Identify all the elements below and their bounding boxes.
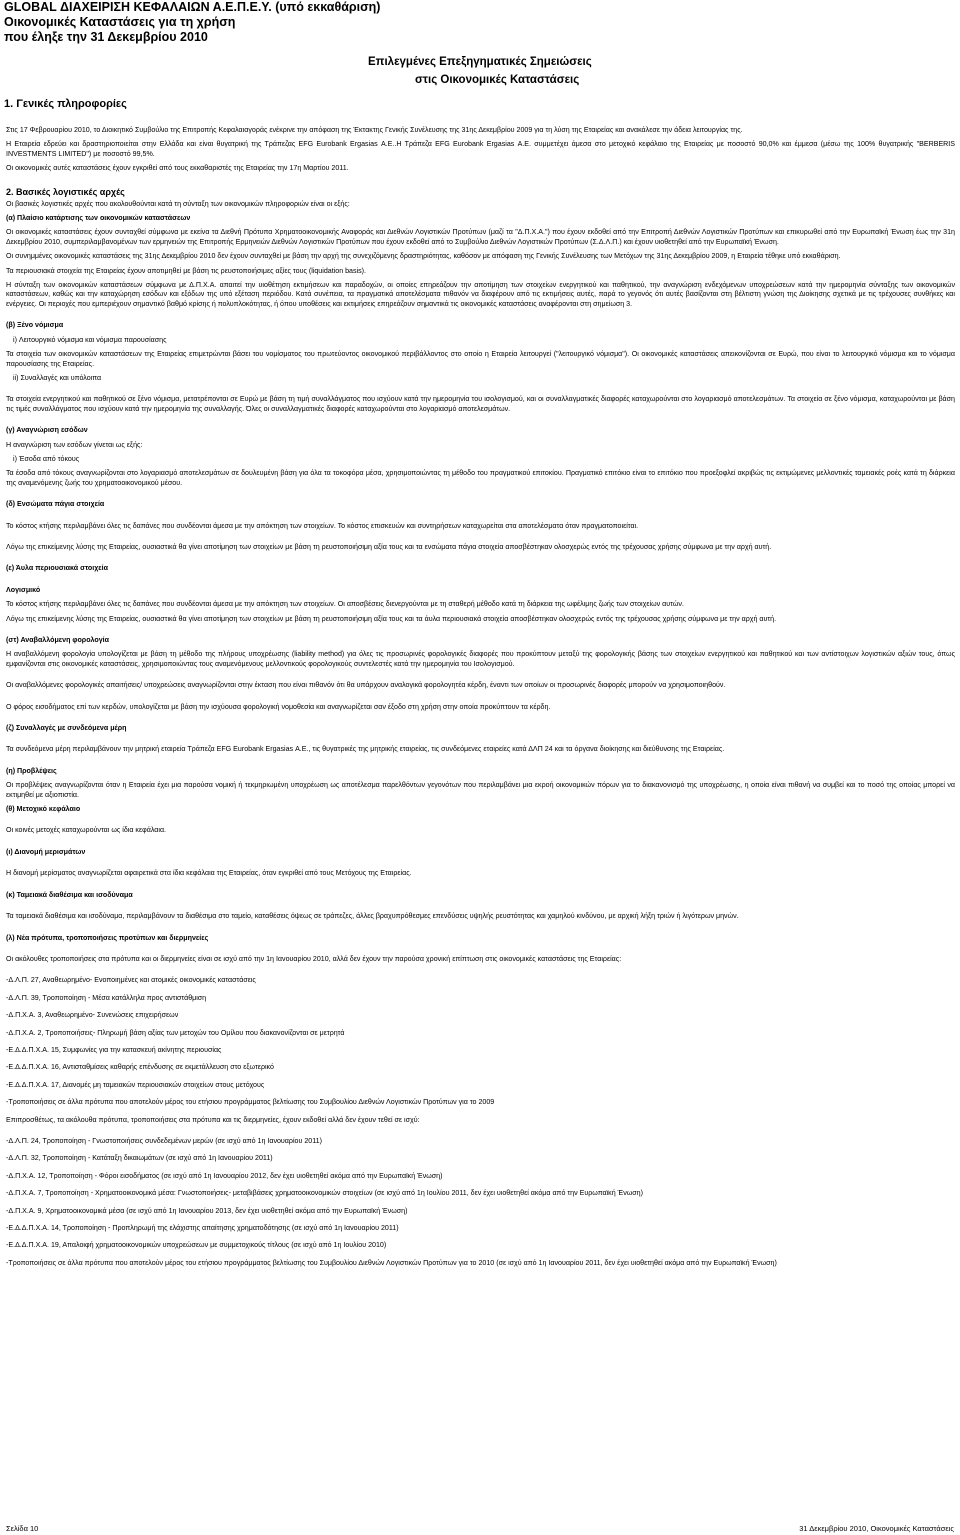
list-item: -Δ.Π.Χ.Α. 2, Τροποποιήσεις- Πληρωμή βάση αξίας των μετοχών του Ομίλου που διακανονίζονται σε μετρητά (6, 1028, 345, 1037)
section-1-paragraph: Στις 17 Φεβρουαρίου 2010, το Διοικητικό Συμβούλιο της Επιτροπής Κεφαλαιαγοράς ενέκρινε την απόφαση της Έκτακτης Γενικής Συνέλευσης της 31ης Δεκεμβρίου 2009 για τη λύση της Εταιρείας και ανακάλεσε την άδεια λειτουργίας της. (6, 126, 743, 134)
paragraph: Οι αναβαλλόμενες φορολογικές απαιτήσεις/ υποχρεώσεις αναγνωρίζονται στην έκταση που είναι πιθανόν ότι θα υπάρχουν αναλογικά φορολογητέα κέρδη, έναντι των οποίων οι προσωρινές διαφορές μπορούν να χρησιμοποιηθούν. (6, 681, 726, 690)
list-item: -Δ.Π.Χ.Α. 7, Τροποποίηση - Χρηματοοικονομικά μέσα: Γνωστοποιήσεις- μεταβιβάσεις χρηματοοικονομικών στοιχείων (σε ισχύ από 1η Ιουλίου 2011, δεν έχει υιοθετηθεί ακόμα από την Ευρωπαϊκή Ένωση) (6, 1189, 643, 1198)
notes-title: Επιλεγμένες Επεξηγηματικές Σημειώσεις (368, 56, 592, 68)
paragraph: Τα ταμειακά διαθέσιμα και ισοδύναμα, περιλαμβάνουν τα διαθέσιμα στο ταμείο, καταθέσεις όψεως σε τράπεζες, άλλες βραχυπρόθεσμες επενδύσεις υψηλής ρευστότητας και χαμηλού κινδύνου, με αρχική λήξη τριών ή λιγότερων μηνών. (6, 912, 739, 921)
list-item: -Δ.Λ.Π. 27, Αναθεωρημένο- Ενοποιημένες και ατομικές οικονομικές καταστάσεις (6, 976, 256, 985)
list-item: -Ε.Δ.Δ.Π.Χ.Α. 15, Συμφωνίες για την κατασκευή ακίνητης περιουσίας (6, 1045, 222, 1054)
paragraph: Ο φόρος εισοδήματος επί των κερδών, υπολογίζεται με βάση την ισχύουσα φορολογική νομοθεσία και αναγνωρίζεται σαν έξοδο στη χρήση στην οποία προκύπτουν τα κέρδη. (6, 702, 551, 711)
sub-heading: i) Λειτουργικό νόμισμα και νόμισμα παρουσίασης (13, 335, 167, 344)
list-item: -Ε.Δ.Δ.Π.Χ.Α. 14, Τροποποίηση - Προπληρωμή της ελάχιστης απαίτησης χρηματοδότησης (σε ισχύ από 1η Ιανουαρίου 2011) (6, 1224, 399, 1232)
subsection-title-h: (η) Προβλέψεις (6, 766, 57, 775)
subsection-title-c: (γ) Αναγνώριση εσόδων (6, 426, 88, 435)
sub-heading: Λογισμικό (6, 585, 41, 594)
subsection-title-e: (ε) Άυλα περιουσιακά στοιχεία (6, 564, 109, 573)
subsection-title-th: (θ) Μετοχικό κεφάλαιο (6, 805, 81, 814)
subsection-title-i: (ι) Διανομή μερισμάτων (6, 847, 86, 856)
list-item: -Τροποποιήσεις σε άλλα πρότυπα που αποτελούν μέρος του ετήσιου προγράμματος βελτίωσης του Συμβουλίου Διεθνών Λογιστικών Προτύπων για το 2010 (σε ισχύ από 1η Ιανουαρίου 2011, δεν έχει υιοθετηθεί ακόμα από την Ευρωπαϊκή Ένωση) (6, 1258, 777, 1267)
paragraph: Η σύνταξη των οικονομικών καταστάσεων σύμφωνα με Δ.Π.Χ.Α. απαιτεί την υιοθέτηση εκτιμήσεων και παραδοχών, οι οποίες επηρεάζουν την αποτίμηση των στοιχείων ενεργητικού και παθητικού, την αναγνώριση ενδεχόμενων υποχρεώσεων κατά την ημερομηνία σύνταξης των οικονομικών καταστάσεων, καθώς και την καταχώρηση εσόδων και εξόδων της υπό εξέταση περιόδου. Κατά συνέπεια, τα πραγματικά αποτελέσματα πιθανόν να διαφέρουν από τις εκτιμήσεις αυτές, παρά το γεγονός ότι αυτές βασίζονται στη βέλτιστη γνώση της Διοίκησης σχετικά με τις τρέχουσες συνθήκες και ενέργειες. Οι περιοχές που εμπεριέχουν σημαντικό βαθμό κρίσης ή πολυπλοκότητας, ή όπου υποθέσεις και εκτιμήσεις επηρεάζουν σημαντικά τις οικονομικές καταστάσεις αναφέρονται στη σημείωση 3. (6, 281, 955, 308)
section-1-title: 1. Γενικές πληροφορίες (4, 98, 127, 110)
paragraph: Τα περιουσιακά στοιχεία της Εταιρείας έχουν αποτιμηθεί με βάση τις ρευστοποιήσιμες αξίες τους (liquidation basis). (6, 266, 367, 275)
paragraph: Η αναβαλλόμενη φορολογία υπολογίζεται με βάση τη μέθοδο της πλήρους υποχρέωσης (liability method) για όλες τις προσωρινές φορολογικές διαφορές που προκύπτουν μεταξύ της φορολογικής βάσης των στοιχείων ενεργητικού και παθητικού και των αντίστοιχων λογιστικών αξιών τους, όπως εμφανίζονται στις οικονομικές καταστάσεις, χρησιμοποιώντας τους αναμενόμενους μελλοντικούς φορολογικούς συντελεστές κατά την ημερομηνία του Ισολογισμού. (6, 650, 955, 668)
paragraph: Τα στοιχεία των οικονομικών καταστάσεων της Εταιρείας επιμετρώνται βάσει του νομίσματος του πρωτεύοντος οικονομικού περιβάλλοντος στο οποίο η Εταιρεία λειτουργεί ("λειτουργικό νόμισμα"). Οι οικονομικές καταστάσεις απεικονίζονται σε Ευρώ, που είναι το λειτουργικό νόμισμα και το νόμισμα παρουσίασης της Εταιρείας. (6, 350, 955, 368)
paragraph: Το κόστος κτήσης περιλαμβάνει όλες τις δαπάνες που συνδέονται άμεσα με την απόκτηση των στοιχείων. Το κόστος επισκευών και συντηρήσεων καταχωρείται στα αποτελέσματα όταν πραγματοποιείται. (6, 521, 639, 530)
list-item: -Δ.Π.Χ.Α. 3, Αναθεωρημένο- Συνενώσεις επιχειρήσεων (6, 1011, 179, 1020)
list-item: -Δ.Λ.Π. 24, Τροποποίηση - Γνωστοποιήσεις συνδεδεμένων μερών (σε ισχύ από 1η Ιανουαρίου 2011) (6, 1136, 322, 1145)
section-2-intro: Οι βασικές λογιστικές αρχές που ακολουθούνται κατά τη σύνταξη των οικονομικών πληροφοριών είναι οι εξής: (6, 199, 350, 208)
list-item: -Δ.Π.Χ.Α. 12, Τροποποίηση - Φόροι εισοδήματος (σε ισχύ από 1η Ιανουαρίου 2012, δεν έχει υιοθετηθεί ακόμα από την Ευρωπαϊκή Ένωση) (6, 1171, 443, 1180)
paragraph: Η διανομή μερίσματος αναγνωρίζεται αφαιρετικά στα ίδια κεφάλαια της Εταιρείας, όταν εγκριθεί από τους Μετόχους της Εταιρείας. (6, 869, 412, 878)
reporting-period: που έληξε την 31 Δεκεμβρίου 2010 (4, 30, 208, 44)
subsection-title-g: (ζ) Συναλλαγές με συνδεόμενα μέρη (6, 724, 127, 733)
document-title: Οικονομικές Καταστάσεις για τη χρήση (4, 15, 236, 29)
list-item: -Δ.Λ.Π. 39, Τροποποίηση - Μέσα κατάλληλα προς αντιστάθμιση (6, 993, 207, 1002)
notes-subtitle: στις Οικονομικές Καταστάσεις (415, 74, 580, 86)
paragraph: Επιπροσθέτως, τα ακόλουθα πρότυπα, τροποποιήσεις στα πρότυπα και τις διερμηνείες, έχουν εκδοθεί αλλά δεν έχουν τεθεί σε ισχύ: (6, 1115, 420, 1124)
sub-heading: i) Έσοδα από τόκους (13, 454, 80, 463)
paragraph: Τα στοιχεία ενεργητικού και παθητικού σε ξένο νόμισμα, μετατρέπονται σε Ευρώ με βάση τη τιμή συναλλάγματος που ισχύουν κατά την ημερομηνία του ισολογισμού, και οι συναλλαγματικές διαφορές καταχωρούνται στο λογαριασμό αποτελεσμάτων. Τα στοιχεία σε ξένο νόμισμα, καταχωρούνται με βάση τις τιμές συναλλάγματος που ισχύουν κατά την ημερομηνία της συναλλαγής. Όλες οι συναλλαγματικές διαφορές καταχωρούνται στο λογαριασμό αποτελεσμάτων. (6, 395, 955, 413)
subsection-title-b: (β) Ξένο νόμισμα (6, 321, 64, 330)
company-name: GLOBAL ΔΙΑΧΕΙΡΙΣΗ ΚΕΦΑΛΑΙΩΝ Α.Ε.Π.Ε.Υ. (υπό εκκαθάριση) (4, 0, 381, 14)
paragraph: Η αναγνώριση των εσόδων γίνεται ως εξής: (6, 440, 143, 449)
notes-body (6, 126, 955, 1276)
list-item: -Ε.Δ.Δ.Π.Χ.Α. 17, Διανομές μη ταμειακών περιουσιακών στοιχείων στους μετόχους (6, 1080, 265, 1089)
section-1-paragraph: Η Εταιρεία εδρεύει και δραστηριοποιείται στην Ελλάδα και είναι θυγατρική της Τράπεζας EFG Eurobank Ergasias Α.Ε..Η Τράπεζα EFG Eurobank Ergasias Α.Ε. συμμετέχει άμεσα στο μετοχικό κεφάλαιο της Εταιρείας με ποσοστό 90,0% και έμμεσα (μέσω της 100% θυγατρικής "BERBERIS INVESTMENTS LIMITED") με ποσοστό 99,5%. (6, 140, 955, 158)
paragraph: Τα συνδεόμενα μέρη περιλαμβάνουν την μητρική εταιρεία Τράπεζα EFG Eurobank Ergasias Α.Ε., τις θυγατρικές της μητρικής εταιρείας, τις συνδεόμενες εταιρείες κατά ΔΛΠ 24 και τα όργανα διοίκησης και διεύθυνσης της Εταιρείας. (6, 745, 725, 754)
paragraph: Τα έσοδα από τόκους αναγνωρίζονται στο λογαριασμό αποτελεσμάτων σε δουλευμένη βάση για όλα τα τοκοφόρα μέσα, χρησιμοποιώντας τη μέθοδο του πραγματικού επιτοκίου. Πραγματικό επιτόκιο είναι το επιτόκιο που προεξοφλεί ακριβώς τις εκτιμώμενες μελλοντικές ταμειακές ροές κατά τη διάρκεια της αναμενόμενης ζωής του χρηματοοικονομικού μέσου. (6, 469, 955, 487)
paragraph: Λόγω της επικείμενης λύσης της Εταιρείας, ουσιαστικά θα γίνει αποτίμηση των στοιχείων με βάση τη ρευστοποιήσιμη αξία τους και τα άυλα περιουσιακά στοιχεία αποσβέστηκαν ολοσχερώς εντός της τρέχουσας χρήσης σύμφωνα με την αρχή αυτή. (6, 614, 777, 623)
paragraph: Λόγω της επικείμενης λύσης της Εταιρείας, ουσιαστικά θα γίνει αποτίμηση των στοιχείων με βάση τη ρευστοποιήσιμη αξία τους και τα ενσώματα πάγια στοιχεία αποσβέστηκαν ολοσχερώς εντός της τρέχουσας χρήσης σύμφωνα με την αρχή αυτή. (6, 542, 772, 551)
section-1-paragraph: Οι οικονομικές αυτές καταστάσεις έχουν εγκριθεί από τους εκκαθαριστές της Εταιρείας την 17η Μαρτίου 2011. (6, 164, 349, 173)
subsection-title-l: (λ) Νέα πρότυπα, τροποποιήσεις προτύπων και διερμηνείες (6, 933, 209, 942)
paragraph: Οι συνημμένες οικονομικές καταστάσεις της 31ης Δεκεμβρίου 2010 δεν έχουν συνταχθεί με βάση την αρχή της συνεχιζόμενης δραστηριότητας, καθόσον με απόφαση της Γενικής Συνέλευσης των Μετόχων της 31ης Δεκεμβρίου 2009, η Εταιρεία τέθηκε υπό εκκαθάριση. (6, 252, 841, 261)
page-number: Σελίδα 10 (6, 1524, 39, 1533)
list-item: -Ε.Δ.Δ.Π.Χ.Α. 19, Απαλοιφή χρηματοοικονομικών υποχρεώσεων με συμμετοχικούς τίτλους (σε ισχύ από 1η Ιουλίου 2010) (6, 1241, 387, 1250)
list-item: -Ε.Δ.Δ.Π.Χ.Α. 16, Αντισταθμίσεις καθαρής επένδυσης σε εκμετάλλευση στο εξωτερικό (6, 1063, 274, 1072)
subsection-title-f: (στ) Αναβαλλόμενη φορολογία (6, 636, 109, 644)
standards-list-not-in-force (6, 1137, 955, 1268)
standards-list-in-force (6, 976, 955, 1107)
paragraph: Οι ακόλουθες τροποποιήσεις στα πρότυπα και οι διερμηνείες είναι σε ισχύ από την 1η Ιανουαρίου 2010, αλλά δεν έχουν την παρούσα χρονική επίπτωση στις οικονομικές καταστάσεις της Εταιρείας: (6, 954, 622, 963)
paragraph: Το κόστος κτήσης περιλαμβάνει όλες τις δαπάνες που συνδέονται άμεσα με την απόκτηση των στοιχείων. Οι αποσβέσεις διενεργούνται με τη σταθερή μέθοδο κατά τη διάρκεια της ωφέλιμης ζωής των στοιχείων αυτών. (6, 600, 684, 609)
footer-caption: 31 Δεκεμβρίου 2010, Οικονομικές Καταστάσεις (799, 1524, 954, 1533)
list-item: -Δ.Π.Χ.Α. 9, Χρηματοοικονομικά μέσα (σε ισχύ από 1η Ιανουαρίου 2013, δεν έχει υιοθετηθεί ακόμα από την Ευρωπαϊκή Ένωση) (6, 1206, 408, 1215)
subsection-title-d: (δ) Ενσώματα πάγια στοιχεία (6, 500, 105, 509)
subsection-title-k: (κ) Ταμειακά διαθέσιμα και ισοδύναμα (6, 890, 133, 899)
list-item: -Τροποποιήσεις σε άλλα πρότυπα που αποτελούν μέρος του ετήσιου προγράμματος βελτίωσης του Συμβουλίου Διεθνών Λογιστικών Προτύπων για το 2009 (6, 1098, 495, 1107)
section-2-title: 2. Βασικές λογιστικές αρχές (6, 186, 125, 197)
sub-heading: ii) Συναλλαγές και υπόλοιπα (13, 373, 102, 382)
paragraph: Οι οικονομικές καταστάσεις έχουν συνταχθεί σύμφωνα με εκείνα τα Διεθνή Πρότυπα Χρηματοοικονομικής Αναφοράς και Διεθνών Λογιστικών Προτύπων (μαζί τα "Δ.Π.Χ.Α.") που έχουν εκδοθεί από την Επιτροπή Διεθνών Λογιστικών Προτύπων και επικυρωθεί από την Ευρωπαϊκή Ένωση έως την 31η Δεκεμβρίου 2010, συμπεριλαμβανομένων των ερμηνειών της Επιτροπής Ερμηνειών Διεθνών Λογιστικών Προτύπων που έχουν εκδοθεί από το Συμβούλιο Διεθνών Λογιστικών Προτύπων (Σ.Δ.Λ.Π.) και έχουν υιοθετηθεί από την Ευρωπαϊκή Ένωση. (6, 228, 955, 246)
paragraph: Οι προβλέψεις αναγνωρίζονται όταν η Εταιρεία έχει μια παρούσα νομική ή τεκμηριωμένη υποχρέωση ως αποτέλεσμα παρελθόντων γεγονότων που περιλαμβάνει μια εκροή οικονομικών πόρων για το διακανονισμό της υποχρέωσης, η οποία είναι πιθανή να συμβεί και το ποσό της οποίας μπορεί να εκτιμηθεί με αξιοπιστία. (6, 781, 955, 799)
subsection-title-a: (α) Πλαίσιο κατάρτισης των οικονομικών καταστάσεων (6, 214, 191, 223)
paragraph: Οι κοινές μετοχές καταχωρούνται ως ίδια κεφάλαια. (6, 826, 167, 835)
list-item: -Δ.Λ.Π. 32, Τροποποίηση - Κατάταξη δικαιωμάτων (σε ισχύ από 1η Ιανουαρίου 2011) (6, 1154, 273, 1163)
